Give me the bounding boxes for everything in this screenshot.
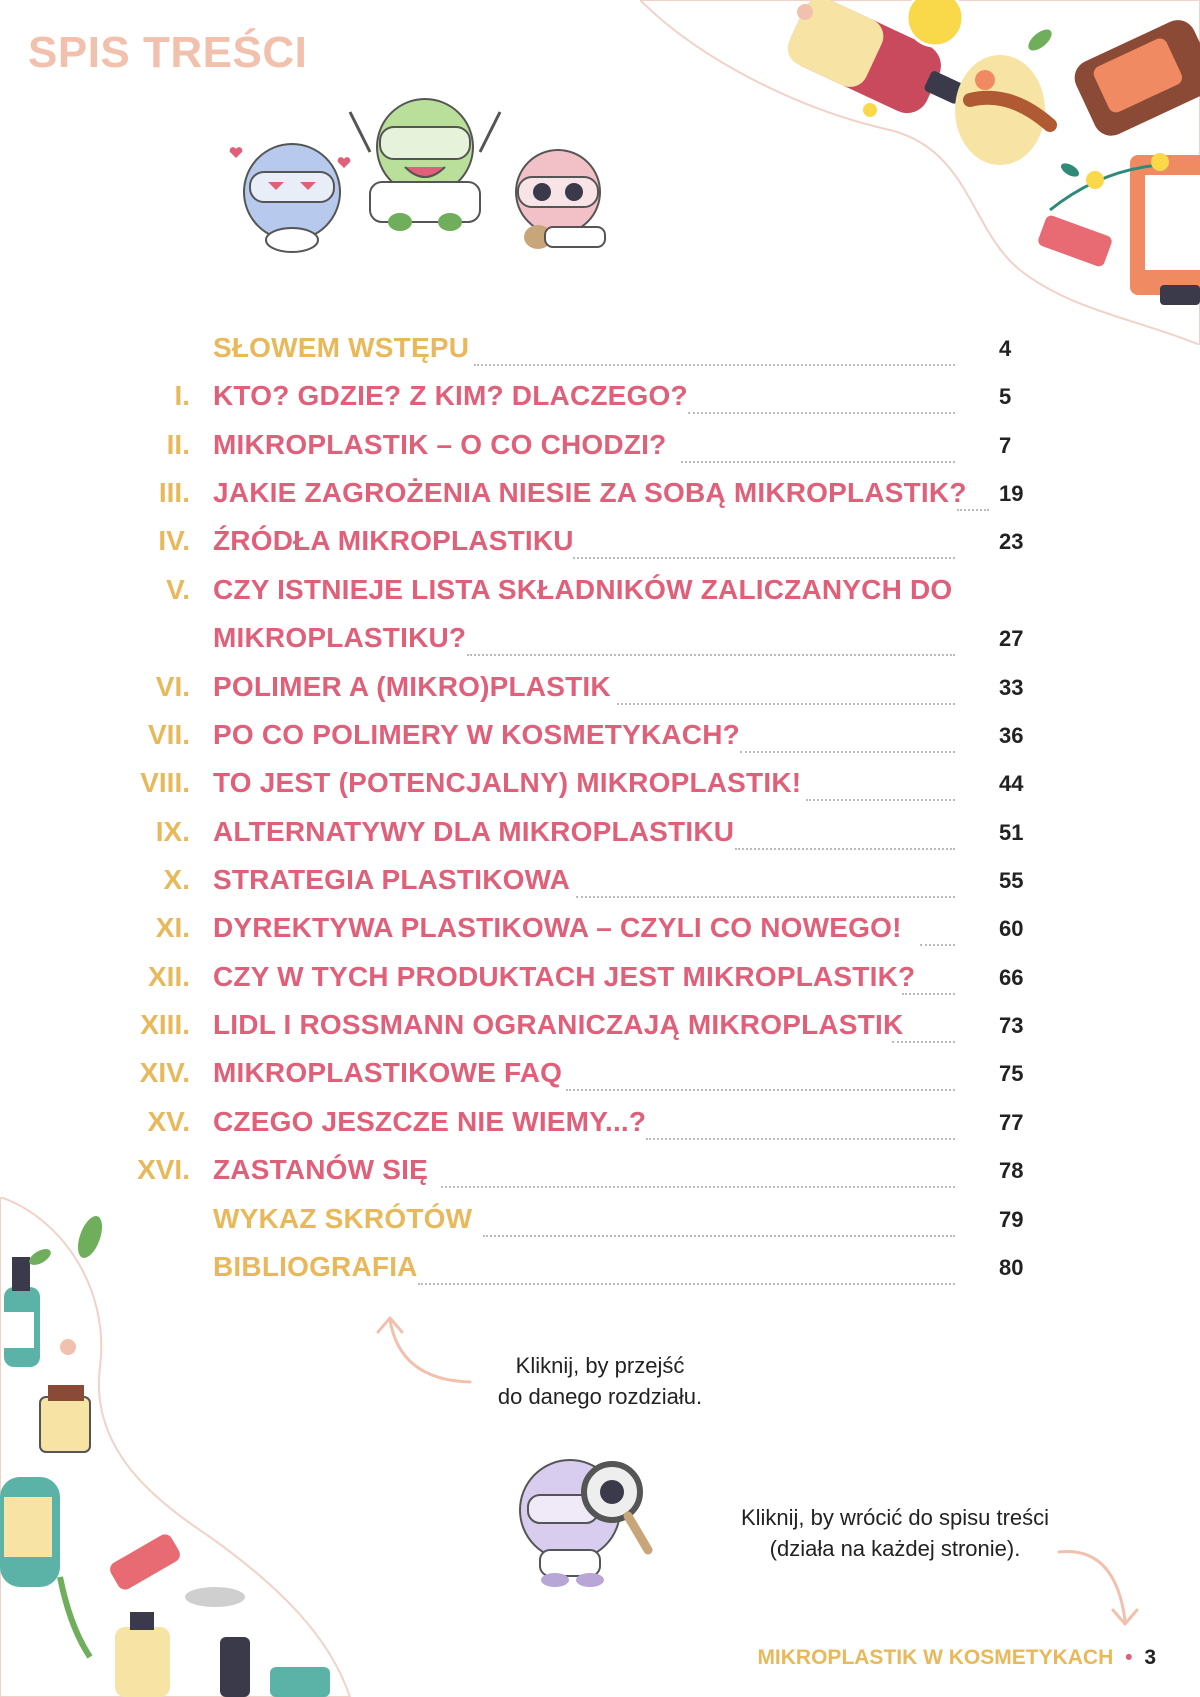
- toc-dot-leader: [566, 1089, 955, 1091]
- toc-row-chapter-10[interactable]: [0, 864, 1200, 908]
- toc-number: X.: [163, 864, 190, 895]
- toc-title: PO CO POLIMERY W KOSMETYKACH?: [213, 719, 740, 750]
- toc-dot-leader: [573, 557, 955, 559]
- toc-page-number: 80: [999, 1255, 1024, 1280]
- toc-page-number: 78: [999, 1158, 1024, 1183]
- toc-row-chapter-11[interactable]: [0, 912, 1200, 956]
- toc-number: XVI.: [137, 1154, 190, 1185]
- toc-row-chapter-5-cont[interactable]: [0, 622, 1200, 666]
- toc-number: XII.: [147, 961, 190, 992]
- footer-separator: •: [1125, 1646, 1133, 1669]
- toc-row-chapter-6[interactable]: [0, 671, 1200, 715]
- mascot-pink: [516, 150, 605, 249]
- toc-title: JAKIE ZAGROŻENIA NIESIE ZA SOBĄ MIKROPLASTIK?: [213, 477, 967, 508]
- toc-page-number: 77: [999, 1110, 1024, 1135]
- toc-title: ZASTANÓW SIĘ: [213, 1154, 428, 1185]
- mascot-magnifier[interactable]: [500, 1450, 660, 1590]
- hint-line: (działa na każdej stronie).: [769, 1536, 1021, 1561]
- toc-dot-leader: [892, 1041, 955, 1043]
- toc-row-chapter-12[interactable]: [0, 961, 1200, 1005]
- toc-page-number: 19: [999, 481, 1024, 506]
- chapter-link-hint: [475, 1350, 725, 1412]
- toc-number: III.: [158, 477, 190, 508]
- mascot-blue: [230, 144, 351, 252]
- toc-page-number: 66: [999, 965, 1024, 990]
- toc-title: CZY ISTNIEJE LISTA SKŁADNIKÓW ZALICZANYCH DO: [213, 574, 953, 605]
- page-footer[interactable]: [757, 1646, 1156, 1670]
- toc-title: TO JEST (POTENCJALNY) MIKROPLASTIK!: [213, 767, 802, 798]
- curved-arrow-down-icon: [1055, 1540, 1145, 1630]
- toc-dot-leader: [576, 896, 955, 898]
- toc-row-chapter-9[interactable]: [0, 816, 1200, 860]
- toc-dot-leader: [806, 799, 955, 801]
- toc-title: WYKAZ SKRÓTÓW: [213, 1203, 473, 1234]
- toc-title: DYREKTYWA PLASTIKOWA – CZYLI CO NOWEGO!: [213, 912, 902, 943]
- toc-title: MIKROPLASTIKU?: [213, 622, 467, 653]
- toc-page-number: 75: [999, 1061, 1024, 1086]
- toc-row-chapter-14[interactable]: [0, 1057, 1200, 1101]
- toc-page-number: 60: [999, 916, 1024, 941]
- toc-page-number: 79: [999, 1207, 1024, 1232]
- toc-row-slowem-wstepu[interactable]: [0, 332, 1200, 376]
- toc-row-chapter-16[interactable]: [0, 1154, 1200, 1198]
- toc-page-number: 4: [999, 336, 1012, 361]
- lemon-slice: [907, 0, 963, 46]
- toc-number: XIII.: [140, 1009, 190, 1040]
- hint-line: Kliknij, by wrócić do spisu treści: [740, 1505, 1050, 1530]
- toc-row-chapter-13[interactable]: [0, 1009, 1200, 1053]
- toc-dot-leader: [617, 703, 955, 705]
- toc-number: VI.: [155, 671, 190, 702]
- toc-title: SŁOWEM WSTĘPU: [213, 332, 470, 363]
- toc-row-chapter-15[interactable]: [0, 1106, 1200, 1150]
- toc-dot-leader: [646, 1138, 955, 1140]
- toc-row-chapter-3[interactable]: [0, 477, 1200, 521]
- toc-dot-leader: [483, 1235, 955, 1237]
- back-to-toc-hint: [700, 1502, 1090, 1564]
- mascot-green: [350, 99, 500, 231]
- hint-line: do danego rozdziału.: [497, 1384, 703, 1409]
- toc-dot-leader: [681, 461, 955, 463]
- curved-arrow-up-icon: [370, 1310, 480, 1390]
- toc-number: II.: [166, 429, 190, 460]
- toc-title: CZEGO JESZCZE NIE WIEMY...?: [213, 1106, 647, 1137]
- toc-dot-leader: [688, 412, 955, 414]
- toc-dot-leader: [474, 364, 955, 366]
- toc-number: I.: [174, 380, 190, 411]
- toc-page-number: 7: [999, 433, 1012, 458]
- toc-page-number: 33: [999, 675, 1024, 700]
- cosmetics-illustration-bottom: [0, 1197, 380, 1697]
- toc-title: LIDL I ROSSMANN OGRANICZAJĄ MIKROPLASTIK: [213, 1009, 904, 1040]
- toc-title: BIBLIOGRAFIA: [213, 1251, 418, 1282]
- toc-row-chapter-7[interactable]: [0, 719, 1200, 763]
- toc-number: IX.: [155, 816, 190, 847]
- toc-number: IV.: [158, 525, 190, 556]
- toc-page-number: 5: [999, 384, 1012, 409]
- toc-dot-leader: [920, 944, 955, 946]
- toc-dot-leader: [441, 1186, 955, 1188]
- mascot-scientists: [220, 82, 640, 272]
- toc-title: MIKROPLASTIKOWE FAQ: [213, 1057, 563, 1088]
- toc-title: ALTERNATYWY DLA MIKROPLASTIKU: [213, 816, 735, 847]
- toc-dot-leader: [740, 751, 955, 753]
- toc-title: KTO? GDZIE? Z KIM? DLACZEGO?: [213, 380, 688, 411]
- toc-dot-leader: [418, 1283, 955, 1285]
- toc-title: ŹRÓDŁA MIKROPLASTIKU: [213, 525, 574, 556]
- toc-number: V.: [166, 574, 190, 605]
- hint-line: Kliknij, by przejść: [515, 1353, 685, 1378]
- toc-row-chapter-2[interactable]: [0, 429, 1200, 473]
- toc-number: XV.: [147, 1106, 190, 1137]
- toc-title: CZY W TYCH PRODUKTACH JEST MIKROPLASTIK?: [213, 961, 916, 992]
- toc-dot-leader: [735, 848, 955, 850]
- toc-title: STRATEGIA PLASTIKOWA: [213, 864, 571, 895]
- toc-page-number: 55: [999, 868, 1024, 893]
- toc-number: XI.: [155, 912, 190, 943]
- toc-dot-leader: [902, 993, 955, 995]
- toc-page-number: 51: [999, 820, 1024, 845]
- cosmetics-illustration-top: [640, 0, 1200, 345]
- toc-row-chapter-4[interactable]: [0, 525, 1200, 569]
- toc-dot-leader: [957, 509, 989, 511]
- toc-number: VII.: [147, 719, 190, 750]
- toc-row-chapter-8[interactable]: [0, 767, 1200, 811]
- toc-page-number: 36: [999, 723, 1024, 748]
- footer-page-number: 3: [1144, 1646, 1156, 1669]
- toc-row-chapter-5[interactable]: [0, 574, 1200, 618]
- toc-dot-leader: [467, 654, 955, 656]
- toc-page-number: 27: [999, 626, 1024, 651]
- toc-title: POLIMER A (MIKRO)PLASTIK: [213, 671, 611, 702]
- toc-page-number: 73: [999, 1013, 1024, 1038]
- toc-number: XIV.: [139, 1057, 190, 1088]
- page-title: SPIS TREŚCI: [28, 28, 308, 77]
- toc-title: MIKROPLASTIK – O CO CHODZI?: [213, 429, 667, 460]
- footer-title: MIKROPLASTIK W KOSMETYKACH: [757, 1646, 1114, 1669]
- toc-number: VIII.: [140, 767, 190, 798]
- toc-page-number: 44: [999, 771, 1024, 796]
- toc-page-number: 23: [999, 529, 1024, 554]
- toc-row-chapter-1[interactable]: [0, 380, 1200, 424]
